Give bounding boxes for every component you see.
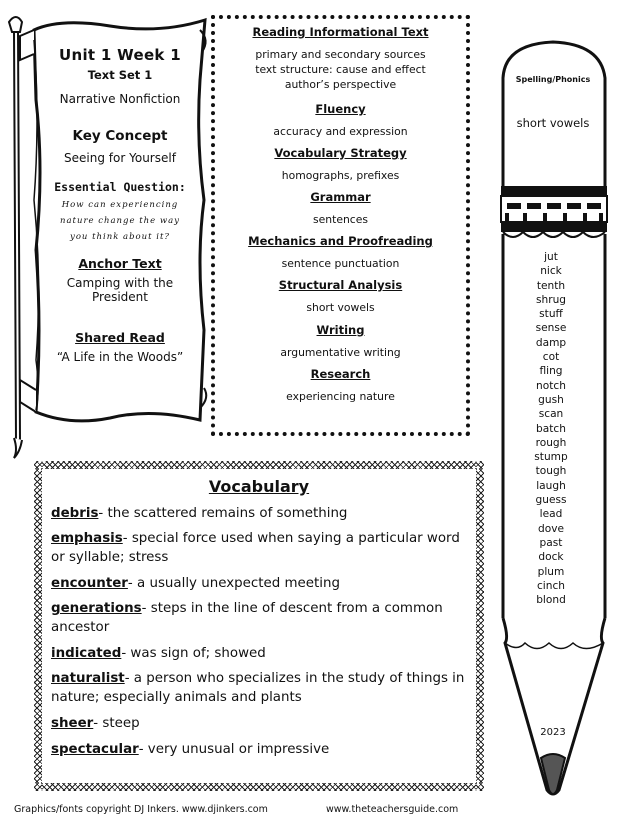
reading-informational-line: primary and secondary sources <box>255 48 426 61</box>
reading-informational-line: text structure: cause and effect <box>255 63 426 76</box>
spelling-word: gush <box>538 393 564 406</box>
vocab-definition: - a usually unexpected meeting <box>127 576 340 591</box>
vocabulary-strategy-line: homographs, prefixes <box>281 169 400 182</box>
mechanics-heading: Mechanics and Proofreading <box>248 234 433 248</box>
anchor-text-line-1: Camping with the <box>66 276 174 290</box>
vocab-word: indicated <box>51 646 122 661</box>
footer-copyright: Graphics/fonts copyright DJ Inkers. www.djinkers.com <box>14 804 268 815</box>
vocab-definition: - was sign of; showed <box>121 646 266 661</box>
writing-line: argumentative writing <box>280 346 401 359</box>
year-label: 2023 <box>540 727 566 738</box>
text-set-label: Text Set 1 <box>87 68 153 82</box>
mechanics-line: sentence punctuation <box>281 257 400 270</box>
vocab-word: spectacular <box>51 742 139 757</box>
spelling-word: batch <box>536 422 566 435</box>
shared-read-title: “A Life in the Woods” <box>56 350 184 364</box>
anchor-text-line-2: President <box>92 290 148 304</box>
vocab-definition: - steep <box>93 716 140 731</box>
spelling-word: notch <box>536 379 566 392</box>
spelling-word: nick <box>540 265 562 278</box>
reading-informational-heading: Reading Informational Text <box>252 25 429 39</box>
spelling-word: tenth <box>536 279 566 292</box>
research-heading: Research <box>310 367 371 381</box>
essential-question-heading: Essential Question: <box>54 180 186 194</box>
vocab-entry <box>51 599 476 637</box>
spelling-word: cot <box>542 351 560 364</box>
spelling-word: lead <box>539 508 563 521</box>
vocab-word: emphasis <box>51 531 123 546</box>
key-concept-heading: Key Concept <box>72 128 168 144</box>
structural-analysis-line: short vowels <box>306 301 375 314</box>
spelling-word: tough <box>535 465 567 478</box>
vocab-definition: - special force used when saying a particular word or syllable; stress <box>51 531 460 565</box>
vocab-definition: - very unusual or impressive <box>138 742 330 757</box>
spelling-word: plum <box>537 565 565 578</box>
vocab-entry <box>51 529 476 567</box>
vocab-definition: - the scattered remains of something <box>98 506 348 521</box>
vocab-word: generations <box>51 601 142 616</box>
writing-heading: Writing <box>316 323 365 337</box>
spelling-word: laugh <box>536 479 566 492</box>
vocabulary-strategy-heading: Vocabulary Strategy <box>274 146 407 160</box>
spelling-word: stump <box>534 451 568 464</box>
vocabulary-title: Vocabulary <box>208 477 310 496</box>
shared-read-heading: Shared Read <box>75 330 165 345</box>
anchor-text-heading: Anchor Text <box>78 256 162 271</box>
vocab-entry <box>51 714 476 733</box>
vocab-word: sheer <box>51 716 94 731</box>
spelling-word: jut <box>544 251 558 263</box>
spelling-word: blond <box>536 594 566 607</box>
spelling-word: sense <box>535 322 567 335</box>
essential-question-line-3: you think about it? <box>70 232 170 242</box>
spelling-phonics-heading: Spelling/Phonics <box>515 75 591 84</box>
spelling-word: fling <box>539 365 563 378</box>
vocab-entry <box>51 740 476 759</box>
spelling-word: dock <box>538 551 564 564</box>
spelling-word: past <box>539 536 563 549</box>
vocabulary-box <box>34 461 484 791</box>
fluency-line: accuracy and expression <box>273 125 408 138</box>
grammar-line: sentences <box>312 213 369 226</box>
unit-week-title: Unit 1 Week 1 <box>59 46 181 64</box>
vocab-word: naturalist <box>51 671 125 686</box>
essential-question-line-2: nature change the way <box>60 216 180 226</box>
vocab-word: encounter <box>51 576 128 591</box>
fluency-heading: Fluency <box>315 102 366 116</box>
spelling-word: cinch <box>536 579 566 592</box>
spelling-word: guess <box>535 494 567 507</box>
vocab-entry <box>51 669 476 707</box>
vocab-word: debris <box>51 506 99 521</box>
spelling-word: scan <box>538 408 564 421</box>
spelling-word: stuff <box>539 308 563 321</box>
spelling-word: damp <box>535 336 567 349</box>
key-concept-value: Seeing for Yourself <box>64 151 176 165</box>
vocab-entry <box>51 644 476 663</box>
research-line: experiencing nature <box>286 390 395 403</box>
spelling-word: rough <box>535 436 567 449</box>
spelling-focus: short vowels <box>516 116 590 130</box>
spelling-word-list <box>507 250 595 607</box>
essential-question-line-1: How can experiencing <box>61 200 179 210</box>
vocab-definition: - a person who specializes in the study of things in nature; especially animals and plants <box>51 671 465 705</box>
footer-website: www.theteachersguide.com <box>326 804 459 815</box>
vocab-definition: - steps in the line of descent from a common ancestor <box>51 601 443 635</box>
structural-analysis-heading: Structural Analysis <box>278 278 403 292</box>
vocab-entry <box>51 504 476 523</box>
spelling-word: shrug <box>535 293 567 306</box>
reading-informational-line: author’s perspective <box>284 78 397 91</box>
spelling-word: dove <box>538 522 564 535</box>
genre-label: Narrative Nonfiction <box>59 92 181 106</box>
skills-box <box>211 15 470 436</box>
grammar-heading: Grammar <box>310 190 371 204</box>
vocab-entry <box>51 574 476 593</box>
